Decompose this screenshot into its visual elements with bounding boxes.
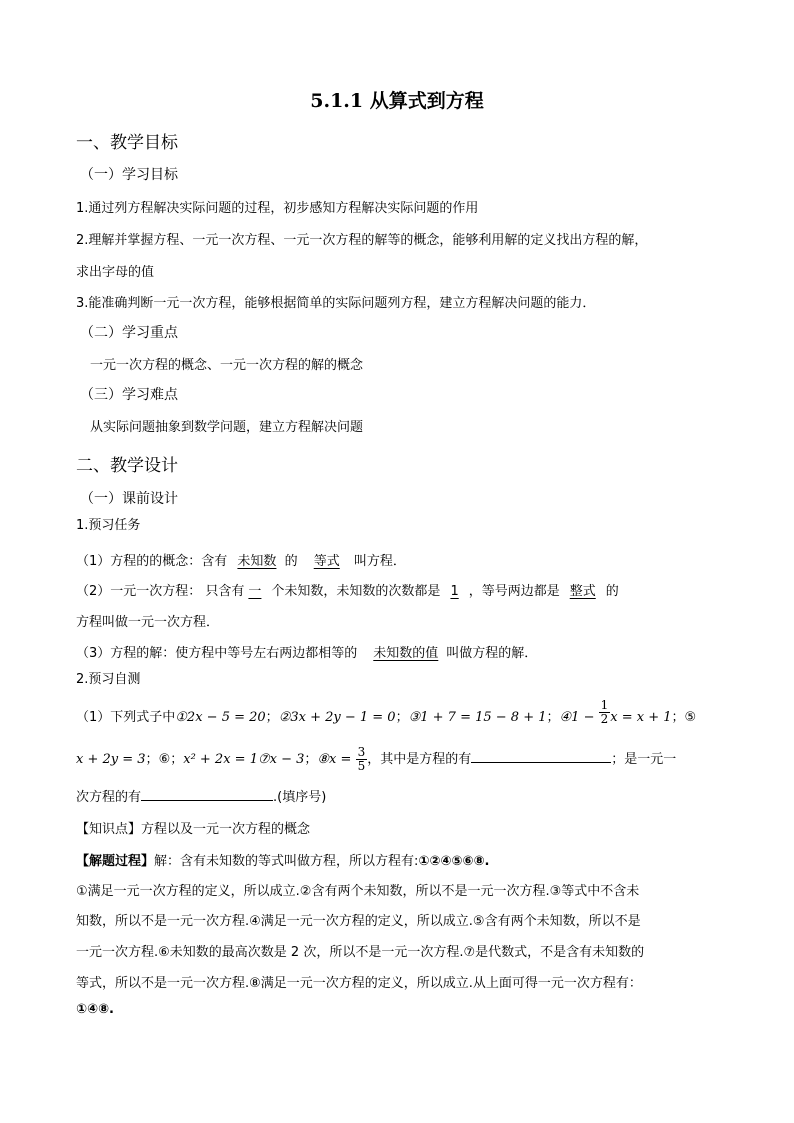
solution-line-1: 【解题过程】解：含有未知数的等式叫做方程，所以方程有:①②④⑤⑥⑧. xyxy=(76,854,490,869)
expr-6: x² + 2x = 1 xyxy=(183,752,258,767)
expr-4-part-a: ④1 − xyxy=(559,710,595,725)
goal-2-line-2: 求出字母的值 xyxy=(76,265,155,280)
expr-4-fraction: $\frac{1}{2}$ xyxy=(600,698,609,726)
expr-8: ⑧x = xyxy=(317,752,352,767)
knowledge-point: 【知识点】方程以及一元一次方程的概念 xyxy=(76,822,311,837)
subheading-pre-class: （一）课前设计 xyxy=(80,491,178,507)
answer-blank-5: 整式 xyxy=(569,584,596,599)
self-test-label: 2.预习自测 xyxy=(76,672,141,687)
answer-blank-1: 未知数 xyxy=(237,554,277,569)
expr-2: ②3x + 2y − 1 = 0 xyxy=(278,710,396,725)
solution-line-5: 等式，所以不是一元一次方程.⑧满足一元一次方程的定义，所以成立.从上面可得一元一次方程有： xyxy=(76,976,642,991)
difficulties-text: 从实际问题抽象到数学问题，建立方程解决问题 xyxy=(90,420,364,435)
goal-3: 3.能准确判断一元一次方程，能够根据简单的实际问题列方程，建立方程解决问题的能力． xyxy=(76,296,596,311)
key-points-text: 一元一次方程的概念、一元一次方程的解的概念 xyxy=(90,358,364,373)
subheading-key-points: （二）学习重点 xyxy=(80,325,178,341)
expr-7: ⑦x − 3 xyxy=(257,752,305,767)
answer-blank-6: 未知数的值 xyxy=(373,646,439,661)
expr-1: ①2x − 5 = 20 xyxy=(175,710,266,725)
exercise-line-2: x + 2y = 3；⑥；x² + 2x = 1⑦x − 3；⑧x = $\frac{3}{5}$ ，其中是方程的有 ；是一元一 xyxy=(76,745,677,773)
answer-blank-4: 1 xyxy=(450,584,459,599)
question-1: （1）方程的的概念：含有 未知数 的 等式 叫方程． xyxy=(76,550,406,569)
solution-tag: 【解题过程】 xyxy=(76,854,155,869)
page-title: 5.1.1 从算式到方程 xyxy=(310,90,484,112)
solution-line-2: ①满足一元一次方程的定义，所以成立.②含有两个未知数，所以不是一元一次方程.③等式中不含未 xyxy=(76,884,640,899)
subheading-difficulties: （三）学习难点 xyxy=(80,387,178,403)
goal-1: 1.通过列方程解决实际问题的过程，初步感知方程解决实际问题的作用 xyxy=(76,201,479,216)
expr-5: x + 2y = 3 xyxy=(76,752,146,767)
answer-blank-2: 等式 xyxy=(313,554,340,569)
expr-4-part-b: x = x + 1 xyxy=(610,710,672,725)
exercise-line-1: （1）下列式子中①2x − 5 = 20；②3x + 2y − 1 = 0；③1 + 7 = 15 − 8 + 1；④1 − $\frac{1}{2}$ x = x + 1；⑤ xyxy=(76,698,697,726)
question-2: （2）一元一次方程： 只含有 一 个未知数，未知数的次数都是 1 ，等号两边都是 整式 的 xyxy=(76,580,619,599)
preview-task-label: 1.预习任务 xyxy=(76,518,141,533)
question-2-line-2: 方程叫做一元一次方程． xyxy=(76,615,220,630)
exercise-line-3: 次方程的有 .(填序号) xyxy=(76,790,327,805)
fill-blank-equations xyxy=(471,750,611,763)
subheading-learning-goals: （一）学习目标 xyxy=(80,167,178,183)
fill-blank-linear-equations xyxy=(141,788,273,801)
section-heading-goals: 一、教学目标 xyxy=(76,133,178,153)
expr-8-fraction: $\frac{3}{5}$ xyxy=(357,745,366,773)
solution-line-4: 一元一次方程.⑥未知数的最高次数是 2 次，所以不是一元一次方程.⑦是代数式，不是含有未知数的 xyxy=(76,945,645,960)
knowledge-point-tag: 【知识点】 xyxy=(76,822,142,837)
expr-3: ③1 + 7 = 15 − 8 + 1 xyxy=(408,710,547,725)
solution-line-3: 知数，所以不是一元一次方程.④满足一元一次方程的定义，所以成立.⑤含有两个未知数，所以不是 xyxy=(76,914,641,929)
section-heading-design: 二、教学设计 xyxy=(76,456,178,476)
solution-line-6: ①④⑧. xyxy=(76,1002,114,1017)
question-3: （3）方程的解：使方程中等号左右两边都相等的 未知数的值 叫做方程的解． xyxy=(76,642,537,661)
goal-2-line-1: 2.理解并掌握方程、一元一次方程、一元一次方程的解等的概念，能够利用解的定义找出方程的解， xyxy=(76,233,648,248)
answer-blank-3: 一 xyxy=(248,584,262,599)
